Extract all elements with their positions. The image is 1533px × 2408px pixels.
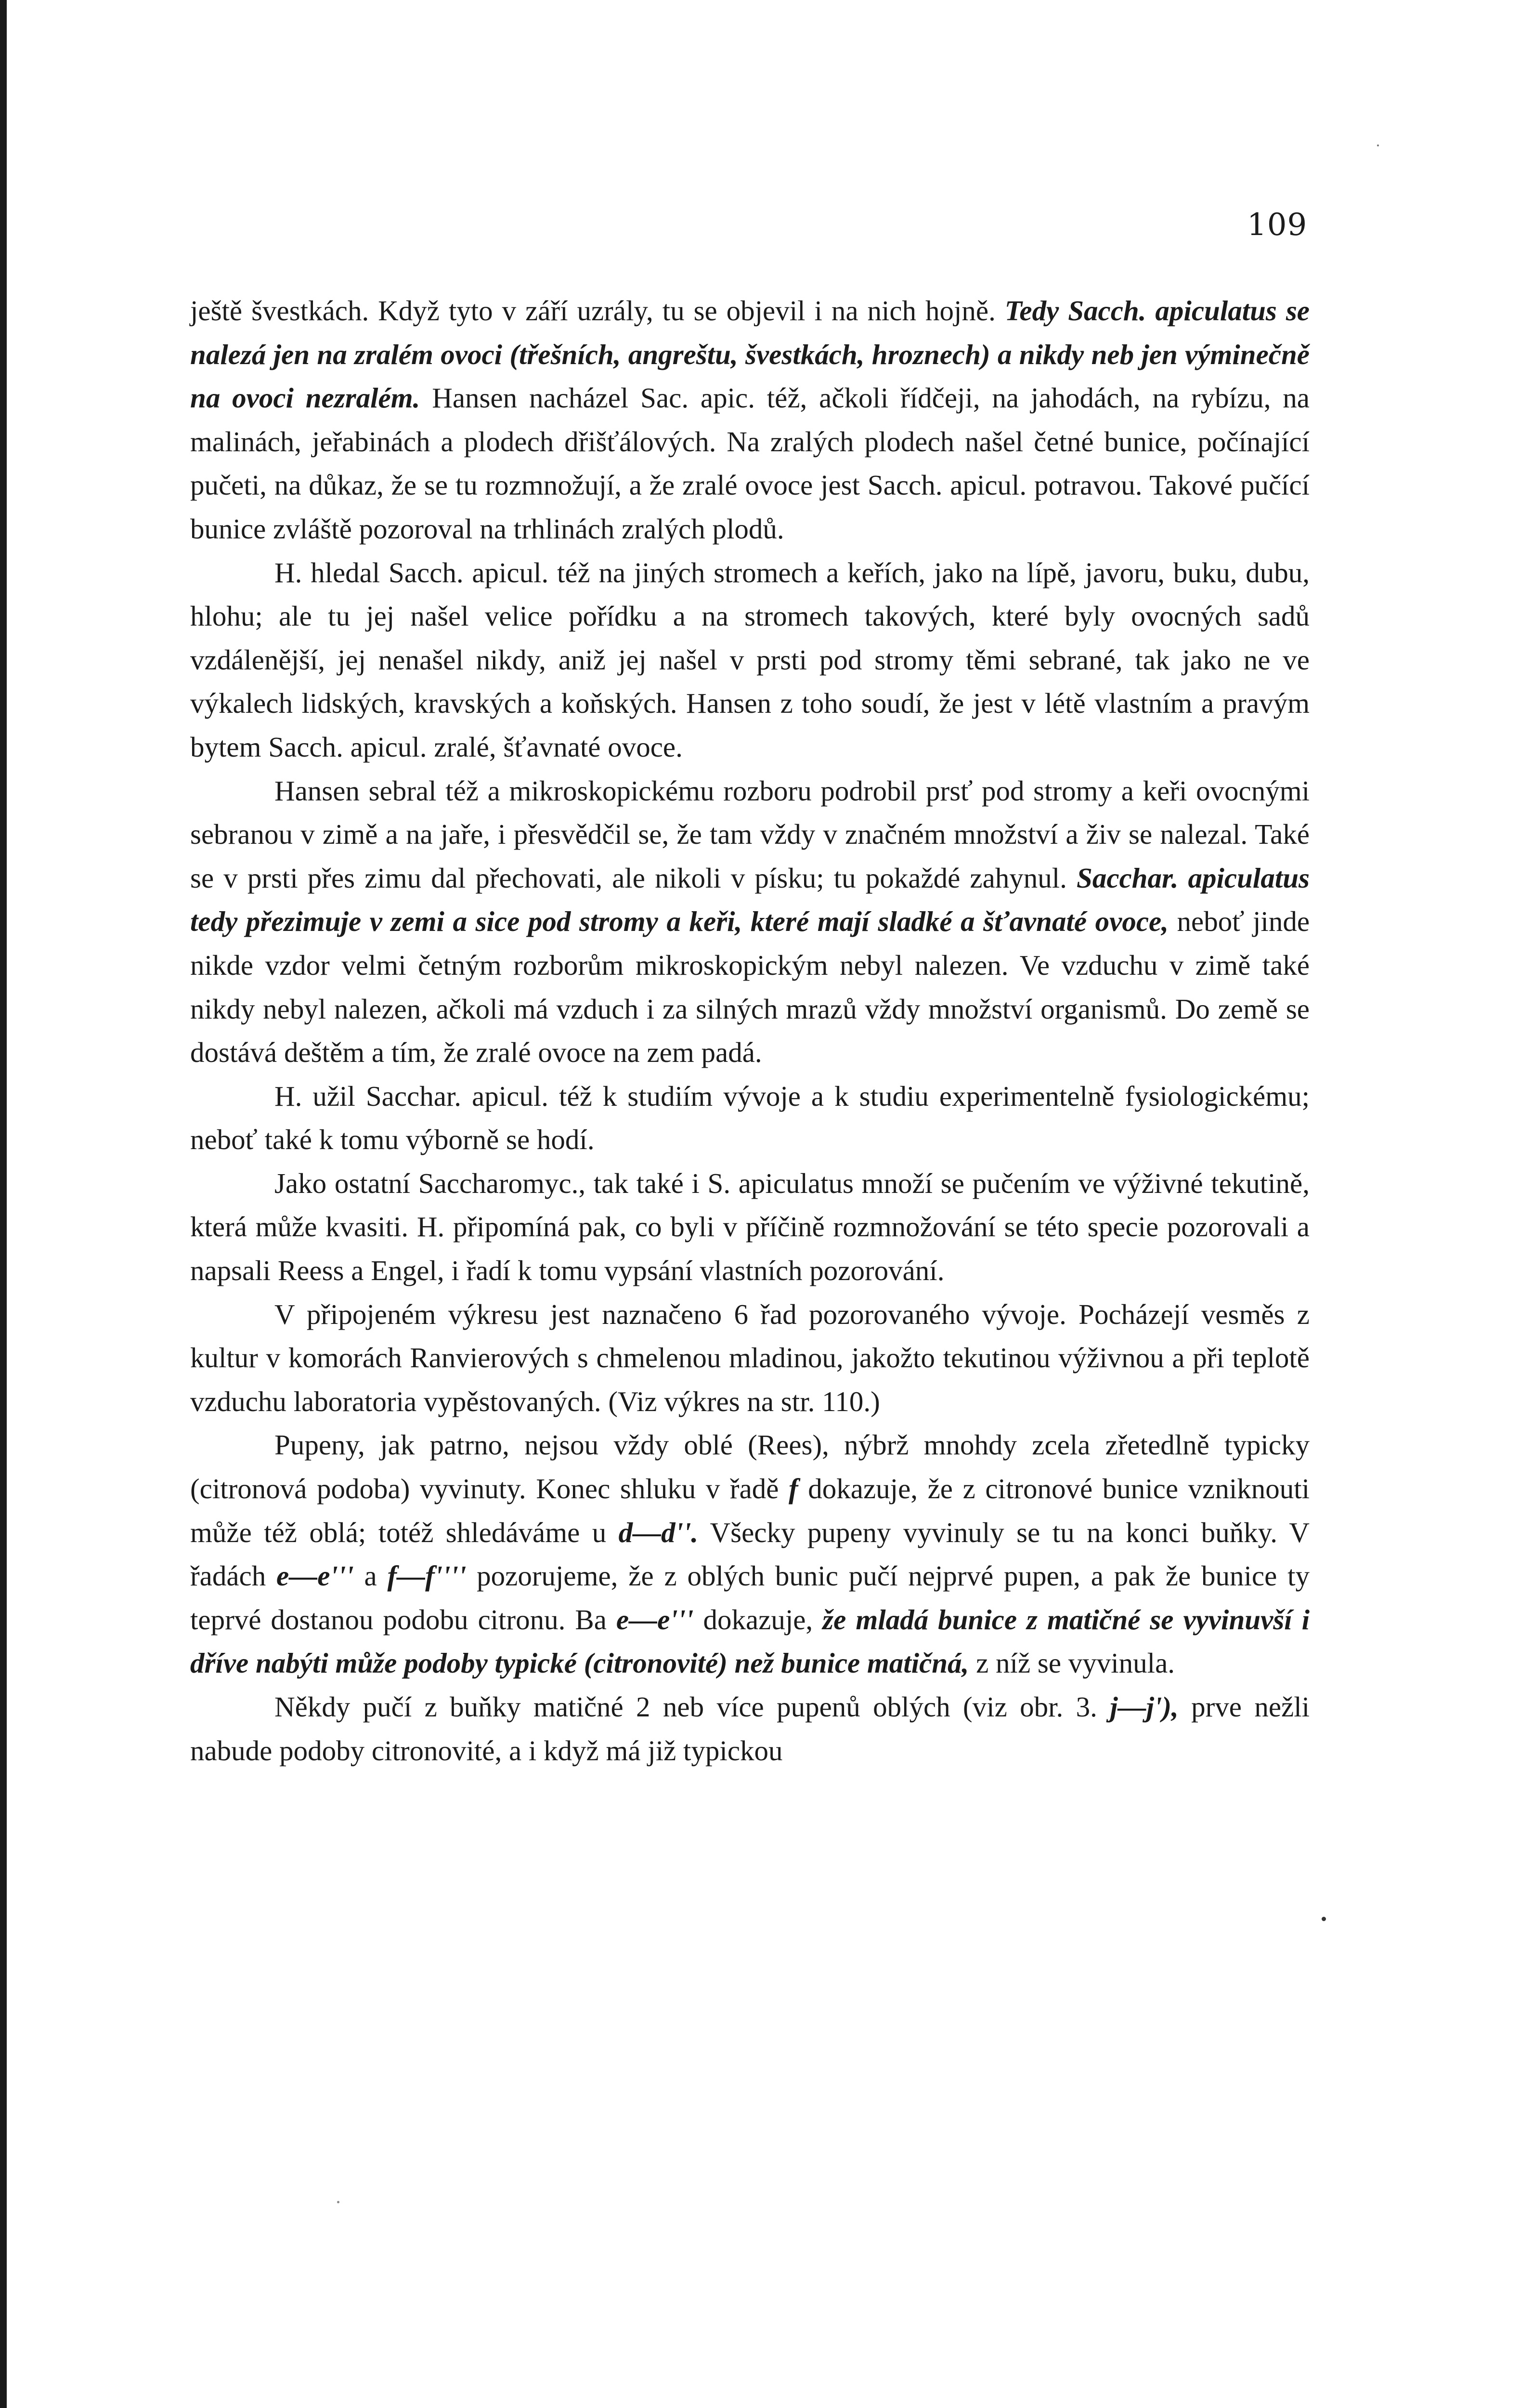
text-run: ještě švestkách. Když tyto v září uzrály, tu se objevil i na nich hojně. bbox=[190, 295, 1005, 327]
text-run: Jako ostatní Saccharomyc., tak také i S. apiculatus množí se pučením ve výživné tekutině, která může kvasiti. H. připomíná pak, co byli v příčině rozmnožování se této specie pozorovali a napsali Reess a Engel, i řadí k tomu vypsání vlastních pozorování. bbox=[190, 1167, 1310, 1287]
emphasized-text: Tedy Sacch. apiculatus se nalezá jen na zralém ovoci (třešních, angreštu, švestkách, hroznech) a nikdy neb jen výminečně na ovoci nezralém. bbox=[190, 295, 1310, 414]
emphasized-text: Sacchar. apiculatus tedy přezimuje v zemi a sice pod stromy a keři, které mají sladké a šťavnaté ovoce, bbox=[190, 862, 1310, 938]
paragraph bbox=[190, 769, 1310, 1074]
text-run: Hansen sebral též a mikroskopickému rozboru podrobil prsť pod stromy a keři ovocnými sebranou v zimě a na jaře, i přesvědčil se, že tam vždy v značném množství a živ se nalezal. Také se v prsti přes zimu dal přechovati, ale nikoli v písku; tu pokaždé zahynul. bbox=[190, 774, 1310, 894]
text-run: pozorujeme, že z oblých bunic pučí nejprvé pupen, a pak že bunice ty teprvé dostanou podobu citronu. Ba bbox=[190, 1560, 1310, 1636]
binding-edge bbox=[0, 0, 7, 2408]
text-run: neboť jinde nikde vzdor velmi četným rozborům mikroskopickým nebyl nalezen. Ve vzduchu v zimě také nikdy nebyl nalezen, ačkoli má vzduch i za silných mrazů vždy množství organismů. Do země se dostává deštěm a tím, že zralé ovoce na zem padá. bbox=[190, 905, 1310, 1069]
text-run: z níž se vyvinula. bbox=[969, 1647, 1175, 1679]
text-run: Pupeny, jak patrno, nejsou vždy oblé (Rees), nýbrž mnohdy zcela zřetedlně typicky (citronová podoba) vyvinuty. Konec shluku v řadě bbox=[190, 1429, 1310, 1505]
paragraph bbox=[190, 551, 1310, 769]
paragraph bbox=[190, 1293, 1310, 1424]
paragraph bbox=[190, 1685, 1310, 1772]
emphasized-text: d—d''. bbox=[618, 1516, 699, 1548]
emphasized-text: j—j'), bbox=[1110, 1691, 1179, 1723]
body-text bbox=[190, 289, 1310, 1772]
text-run: Všecky pupeny vyvinuly se tu na konci buňky. V řadách bbox=[190, 1516, 1310, 1592]
text-run: H. hledal Sacch. apicul. též na jiných stromech a keřích, jako na lípě, javoru, buku, dubu, hlohu; ale tu jej našel velice pořídku a na stromech takových, které byly ovocných sadů vzdálenější, jej nenašel nikdy, aniž jej našel v prsti pod stromy těmi sebrané, tak jako ne ve výkalech lidských, kravských a koňských. Hansen z toho soudí, že jest v létě vlastním a pravým bytem Sacch. apicul. zralé, šťavnaté ovoce. bbox=[190, 556, 1310, 763]
paragraph bbox=[190, 1074, 1310, 1162]
emphasized-text: e—e''' bbox=[276, 1560, 354, 1592]
margin-dot bbox=[1322, 1917, 1326, 1921]
emphasized-text: že mladá bunice z matičné se vyvinuvší i dříve nabýti může podoby typické (citronovité) než bunice matičná, bbox=[190, 1603, 1310, 1679]
text-run: Někdy pučí z buňky matičné 2 neb více pupenů oblých (viz obr. 3. bbox=[274, 1691, 1110, 1723]
text-run: Hansen nacházel Sac. apic. též, ačkoli řídčeji, na jahodách, na rybízu, na malinách, jeřabinách a plodech dřišťálových. Na zralých plodech našel četné bunice, počínající pučeti, na důkaz, že se tu rozmnožují, a že zralé ovoce jest Sacch. apicul. potravou. Takové pučící bunice zvláště pozoroval na trhlinách zralých plodů. bbox=[190, 382, 1310, 545]
text-run: V připojeném výkresu jest naznačeno 6 řad pozorovaného vývoje. Pocházejí vesměs z kultur v komorách Ranvierových s chmelenou mladinou, jakožto tekutinou výživnou a při teplotě vzduchu laboratoria vypěstovaných. (Viz výkres na str. 110.) bbox=[190, 1298, 1310, 1417]
emphasized-text: e—e''' bbox=[616, 1603, 694, 1636]
text-run: H. užil Sacchar. apicul. též k studiím vývoje a k studiu experimentelně fysiologickému; neboť také k tomu výborně se hodí. bbox=[190, 1080, 1310, 1156]
page-number: 109 bbox=[1247, 207, 1308, 243]
text-run: dokazuje, že z citronové bunice vzniknouti může též oblá; totéž shledáváme u bbox=[190, 1473, 1310, 1548]
paper-speck bbox=[337, 2201, 339, 2203]
text-run: dokazuje, bbox=[693, 1603, 823, 1636]
paragraph bbox=[190, 1162, 1310, 1293]
text-run: prve nežli nabude podoby citronovité, a i když má již typickou bbox=[190, 1691, 1310, 1767]
paragraph bbox=[190, 289, 1310, 551]
emphasized-text: f—f'''' bbox=[387, 1560, 467, 1592]
paragraph bbox=[190, 1423, 1310, 1685]
paper-speck bbox=[1377, 144, 1379, 146]
emphasized-text: f bbox=[789, 1473, 798, 1505]
text-run: a bbox=[353, 1560, 388, 1592]
